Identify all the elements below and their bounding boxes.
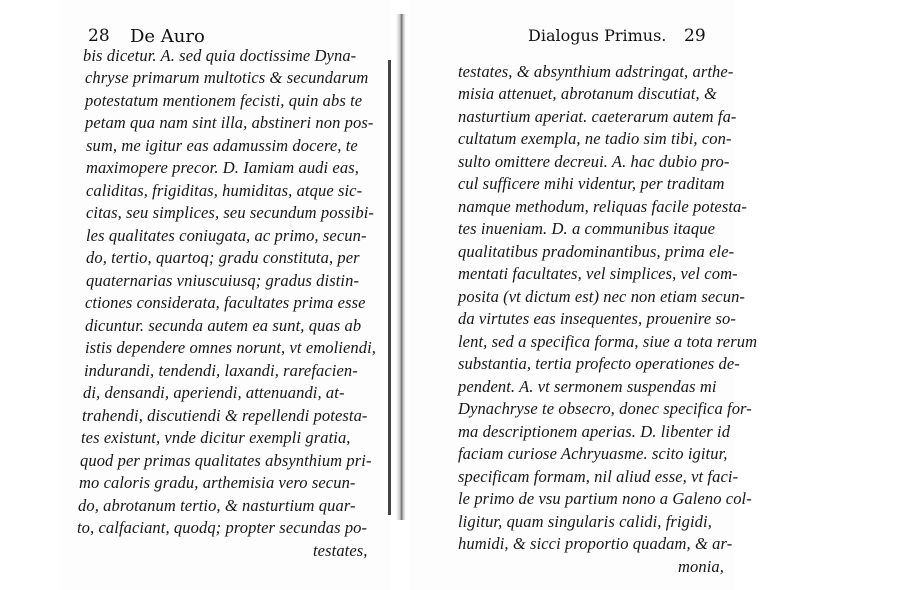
text-line: caliditas, frigiditas, humiditas, atque sic- xyxy=(86,181,363,200)
text-line: chryse primarum multotics & secundarum xyxy=(85,68,369,87)
text-line: indurandi, tendendi, laxandi, rarefacien- xyxy=(84,361,358,380)
text-line: da virtutes eas insequentes, prouenire so- xyxy=(458,309,736,328)
text-line: qualitatibus pradominantibus, prima ele- xyxy=(458,242,735,261)
right-running-head: Dialogus Primus. xyxy=(528,26,667,45)
text-line: mo caloris gradu, arthemisia vero secun- xyxy=(79,473,356,492)
text-line: do, tertio, quartoq; gradu constituta, per xyxy=(86,248,360,267)
text-line: citas, seu simplices, seu secundum possibi- xyxy=(86,203,374,222)
text-line: ligitur, quam singularis calidi, frigidi, xyxy=(458,512,712,531)
text-line: namque methodum, reliquas facile potesta- xyxy=(458,197,747,216)
text-line: substantia, tertia profecto operationes de- xyxy=(458,354,740,373)
text-line: cultatum exempla, ne tadio sim tibi, con- xyxy=(458,129,732,148)
text-line: posita (vt dictum est) nec non etiam secun- xyxy=(458,287,746,306)
text-line: dicuntur. secunda autem ea sunt, quas ab xyxy=(85,316,362,335)
text-line: testates, xyxy=(313,541,368,560)
text-line: Dynachryse te obsecro, donec specifica for- xyxy=(458,399,752,418)
text-line: ctiones considerata, facultates prima esse xyxy=(85,293,366,312)
text-line: testates, & absynthium adstringat, arthe- xyxy=(458,62,734,81)
text-line: faciam curiose Achryuasme. scito igitur, xyxy=(458,444,728,463)
text-line: to, calfaciant, quodq; propter secundas po- xyxy=(77,518,368,537)
text-line: petam qua nam sint illa, abstineri non pos- xyxy=(85,113,374,132)
text-line: quod per primas qualitates absynthium pri- xyxy=(80,451,372,470)
text-line: do, abrotanum tertio, & nasturtium quar- xyxy=(78,496,356,515)
text-line: specificam formam, nil aliud esse, vt faci- xyxy=(458,467,739,486)
text-line: maximopere precor. D. Iamiam audi eas, xyxy=(86,158,359,177)
text-line: misia attenuet, abrotanum discutiat, & xyxy=(458,84,717,103)
text-line: pendent. A. vt sermonem suspendas mi xyxy=(458,377,717,396)
text-line: trahendi, discutiendi & repellendi potesta- xyxy=(82,406,368,425)
text-line: sulto omittere decreui. A. hac dubio pro- xyxy=(458,152,730,171)
text-line: nasturtium aperiat. caeterarum autem fa- xyxy=(458,107,737,126)
text-line: sum, me igitur eas adamussim docere, te xyxy=(86,136,358,155)
text-line: quaternarias vniuscuiusq; gradus distin- xyxy=(86,271,360,290)
text-line: cul sufficere mihi videntur, per traditam xyxy=(458,174,725,193)
text-line: le primo de vsu partium nono a Galeno col- xyxy=(458,489,752,508)
book-gutter xyxy=(396,14,406,520)
left-page-edge xyxy=(388,60,391,515)
text-line: tes existunt, vnde dicitur exempli gratia, xyxy=(81,428,351,447)
text-line: bis dicetur. A. sed quia doctissime Dyna- xyxy=(83,46,357,65)
text-line: di, densandi, aperiendi, attenuandi, at- xyxy=(83,383,345,402)
text-line: humidi, & sicci proportio quadam, & ar- xyxy=(458,534,733,553)
right-page-number: 29 xyxy=(684,26,706,46)
left-page-number: 28 xyxy=(88,26,110,46)
text-line: ma descriptionem aperias. D. libenter id xyxy=(458,422,731,441)
text-line: monia, xyxy=(678,557,724,576)
text-line: istis dependere omnes norunt, vt emoliendi, xyxy=(85,338,377,357)
text-line: mentati facultates, vel simplices, vel com- xyxy=(458,264,738,283)
text-line: les qualitates coniugata, ac primo, secun- xyxy=(86,226,367,245)
text-line: potestatum mentionem fecisti, quin abs te xyxy=(85,91,363,110)
left-running-head: De Auro xyxy=(130,26,205,47)
text-line: lent, sed a specifica forma, siue a tota rerum xyxy=(458,332,758,351)
text-line: tes inueniam. D. a communibus itaque xyxy=(458,219,716,238)
